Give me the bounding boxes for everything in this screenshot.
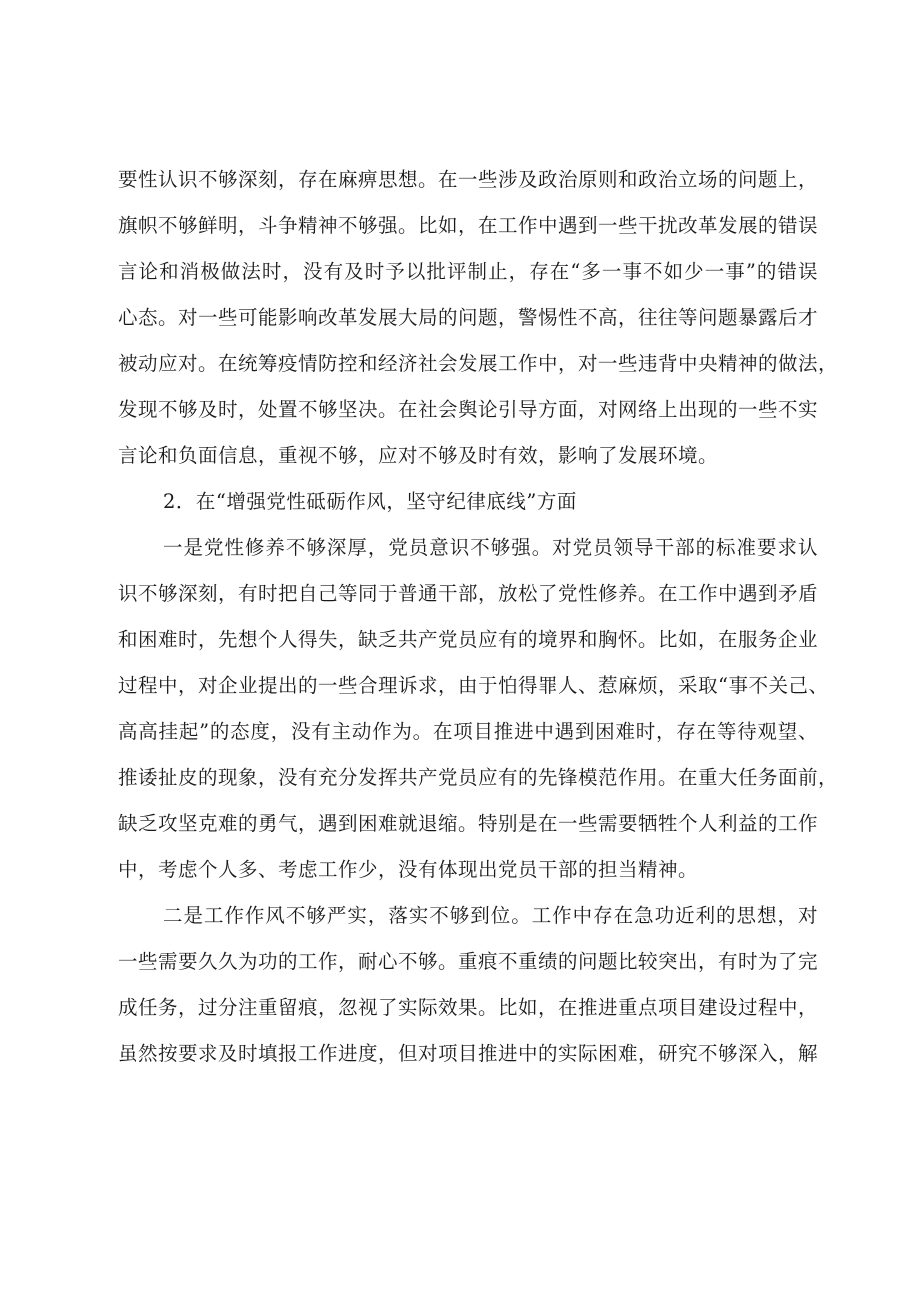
paragraph-3-line-4: 虽然按要求及时填报工作进度，但对项目推进中的实际困难，研究不够深入，解 bbox=[118, 1042, 819, 1065]
paragraph-1-line-4: 心态。对一些可能影响改革发展大局的问题，警惕性不高，往往等问题暴露后才 bbox=[118, 306, 819, 329]
paragraph-1-line-5: 被动应对。在统筹疫情防控和经济社会发展工作中，对一些违背中央精神的做法， bbox=[118, 352, 839, 375]
paragraph-2-line-5: 高高挂起”的态度，没有主动作为。在项目推进中遇到困难时，存在等待观望、 bbox=[118, 720, 818, 743]
paragraph-3-line-2: 一些需要久久为功的工作，耐心不够。重痕不重绩的问题比较突出，有时为了完 bbox=[118, 950, 819, 973]
paragraph-1-line-3: 言论和消极做法时，没有及时予以批评制止，存在“多一事不如少一事”的错误 bbox=[118, 260, 818, 283]
paragraph-2-line-8: 中，考虑个人多、考虑工作少，没有体现出党员干部的担当精神。 bbox=[118, 858, 699, 881]
paragraph-2-line-2: 识不够深刻，有时把自己等同于普通干部，放松了党性修养。在工作中遇到矛盾 bbox=[118, 582, 819, 605]
paragraph-2-line-6: 推诿扯皮的现象，没有充分发挥共产党员应有的先锋模范作用。在重大任务面前， bbox=[118, 766, 839, 789]
paragraph-2-line-1: 一是党性修养不够深厚，党员意识不够强。对党员领导干部的标准要求认 bbox=[163, 536, 818, 559]
paragraph-2-line-4: 过程中，对企业提出的一些合理诉求，由于怕得罪人、惹麻烦，采取“事不关己、 bbox=[118, 674, 829, 697]
section-heading: 2．在“增强党性砥砺作风，坚守纪律底线”方面 bbox=[163, 490, 577, 513]
paragraph-1-line-7: 言论和负面信息，重视不够，应对不够及时有效，影响了发展环境。 bbox=[118, 444, 719, 467]
paragraph-2-line-7: 缺乏攻坚克难的勇气，遇到困难就退缩。特别是在一些需要牺牲个人利益的工作 bbox=[118, 812, 819, 835]
paragraph-1-line-1: 要性认识不够深刻，存在麻痹思想。在一些涉及政治原则和政治立场的问题上， bbox=[118, 168, 819, 191]
paragraph-2-line-3: 和困难时，先想个人得失，缺乏共产党员应有的境界和胸怀。比如，在服务企业 bbox=[118, 628, 819, 651]
paragraph-1-line-2: 旗帜不够鲜明，斗争精神不够强。比如，在工作中遇到一些干扰改革发展的错误 bbox=[118, 214, 819, 237]
paragraph-3-line-3: 成任务，过分注重留痕，忽视了实际效果。比如，在推进重点项目建设过程中， bbox=[118, 996, 819, 1019]
paragraph-3-line-1: 二是工作作风不够严实，落实不够到位。工作中存在急功近利的思想，对 bbox=[163, 904, 818, 927]
paragraph-1-line-6: 发现不够及时，处置不够坚决。在社会舆论引导方面，对网络上出现的一些不实 bbox=[118, 398, 819, 421]
